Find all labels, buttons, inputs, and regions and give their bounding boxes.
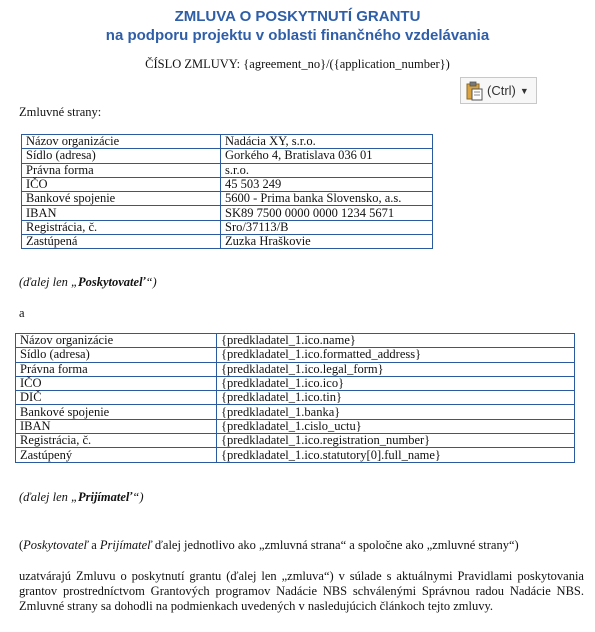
- field-label: Sídlo (adresa): [22, 149, 221, 163]
- joint-parties-note: [19, 538, 519, 553]
- field-label: Zastúpený: [16, 448, 217, 462]
- paste-options-label: (Ctrl): [487, 83, 516, 98]
- field-label: IBAN: [16, 419, 217, 433]
- field-label: Názov organizácie: [22, 135, 221, 149]
- field-label: IČO: [22, 177, 221, 191]
- field-value[interactable]: {predkladatel_1.ico.name}: [217, 334, 575, 348]
- joint-note-open: (: [19, 538, 24, 552]
- provider-note-name: Poskytovateľ: [77, 275, 146, 289]
- table-row: [22, 149, 433, 163]
- field-value[interactable]: {predkladatel_1.ico.tin}: [217, 391, 575, 405]
- table-row: [16, 362, 575, 376]
- field-label: IBAN: [22, 206, 221, 220]
- field-value[interactable]: {predkladatel_1.ico.statutory[0].full_name}: [217, 448, 575, 462]
- recipient-note-name: Prijímateľ: [77, 490, 133, 504]
- table-row: [22, 177, 433, 191]
- table-row: [16, 334, 575, 348]
- table-row: [16, 348, 575, 362]
- table-row: [22, 192, 433, 206]
- clipboard-icon: [465, 81, 483, 101]
- contract-number: ČÍSLO ZMLUVY: {agreement_no}/({application_number}): [145, 57, 450, 71]
- field-label: Právna forma: [22, 163, 221, 177]
- provider-note-suffix: “): [145, 275, 157, 289]
- field-value[interactable]: SK89 7500 0000 0000 1234 5671: [221, 206, 433, 220]
- chevron-down-icon: ▼: [519, 85, 529, 96]
- table-row: [22, 206, 433, 220]
- field-label: Registrácia, č.: [16, 434, 217, 448]
- recipient-note: [19, 490, 144, 505]
- table-row: [22, 135, 433, 149]
- provider-note-prefix: (ďalej len „: [19, 275, 78, 289]
- table-row: [22, 220, 433, 234]
- field-value[interactable]: {predkladatel_1.ico.registration_number}: [217, 434, 575, 448]
- joint-note-recipient: Prijímateľ: [99, 538, 152, 552]
- field-label: Bankové spojenie: [22, 192, 221, 206]
- contract-subtitle: na podporu projektu v oblasti finančného vzdelávania: [105, 27, 490, 44]
- provider-note: [19, 275, 157, 290]
- provider-table: [21, 134, 433, 249]
- field-value[interactable]: 45 503 249: [221, 177, 433, 191]
- table-row: [16, 434, 575, 448]
- table-row: [22, 163, 433, 177]
- field-value[interactable]: {predkladatel_1.cislo_uctu}: [217, 419, 575, 433]
- field-label: Právna forma: [16, 362, 217, 376]
- field-value[interactable]: {predkladatel_1.ico.ico}: [217, 376, 575, 390]
- field-label: Sídlo (adresa): [16, 348, 217, 362]
- table-row: [16, 391, 575, 405]
- joint-note-provider: Poskytovateľ: [23, 538, 89, 552]
- table-row: [22, 235, 433, 249]
- paste-options-button[interactable]: [460, 77, 537, 104]
- contract-title: ZMLUVA O POSKYTNUTÍ GRANTU: [174, 8, 421, 25]
- field-value[interactable]: Sro/37113/B: [221, 220, 433, 234]
- party-separator: a: [19, 306, 25, 320]
- table-row: [16, 376, 575, 390]
- field-value[interactable]: Gorkého 4, Bratislava 036 01: [221, 149, 433, 163]
- field-value[interactable]: s.r.o.: [221, 163, 433, 177]
- joint-note-rest: ďalej jednotlivo ako „zmluvná strana“ a spoločne ako „zmluvné strany“): [151, 538, 519, 552]
- field-label: DIČ: [16, 391, 217, 405]
- table-row: [16, 448, 575, 462]
- table-row: [16, 419, 575, 433]
- joint-note-and: a: [88, 538, 100, 552]
- field-value[interactable]: 5600 - Prima banka Slovensko, a.s.: [221, 192, 433, 206]
- field-label: Názov organizácie: [16, 334, 217, 348]
- field-value[interactable]: Zuzka Hraškovie: [221, 235, 433, 249]
- field-label: IČO: [16, 376, 217, 390]
- table-row: [16, 405, 575, 419]
- field-label: Registrácia, č.: [22, 220, 221, 234]
- field-value[interactable]: {predkladatel_1.banka}: [217, 405, 575, 419]
- recipient-note-prefix: (ďalej len „: [19, 490, 78, 504]
- parties-label: Zmluvné strany:: [19, 105, 102, 119]
- recipient-note-suffix: “): [132, 490, 144, 504]
- field-value[interactable]: {predkladatel_1.ico.legal_form}: [217, 362, 575, 376]
- recipient-table: [15, 333, 575, 463]
- field-label: Zastúpená: [22, 235, 221, 249]
- field-value[interactable]: Nadácia XY, s.r.o.: [221, 135, 433, 149]
- field-label: Bankové spojenie: [16, 405, 217, 419]
- intro-paragraph: uzatvárajú Zmluvu o poskytnutí grantu (ďalej len „zmluva“) v súlade s aktuálnymi Pravidlami poskytovania grantov prostredníctvom Grantových programov Nadácie NBS schválenými Správnou radou Nadácie NBS. Zmluvné strany sa dohodli na podmienkach uvedených v nasledujúcich článkoch tejto zmluvy.: [19, 569, 584, 613]
- field-value[interactable]: {predkladatel_1.ico.formatted_address}: [217, 348, 575, 362]
